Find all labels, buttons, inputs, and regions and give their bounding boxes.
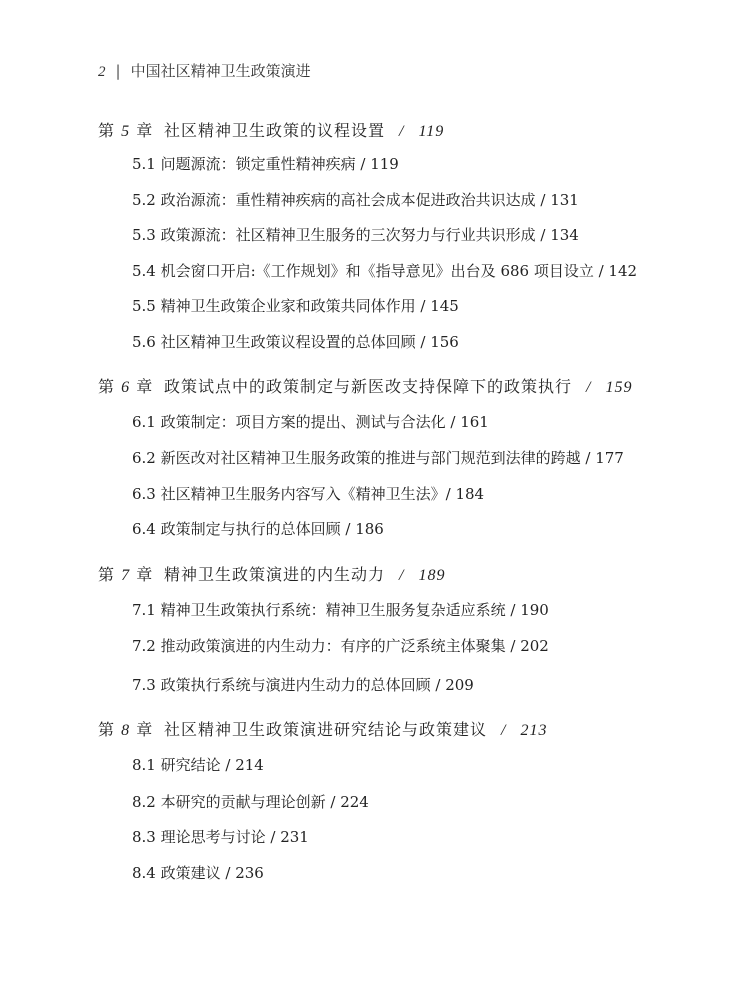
section-entry[interactable]: 7.1 精神卫生政策执行系统：精神卫生服务复杂适应系统 / 190	[132, 601, 549, 619]
section-entry[interactable]: 6.1 政策制定：项目方案的提出、测试与合法化 / 161	[132, 413, 489, 431]
chapter-page: 119	[418, 123, 445, 140]
section-entry[interactable]: 5.2 政治源流：重性精神疾病的高社会成本促进政治共识达成 / 131	[132, 191, 579, 209]
chapter-number: 第 8 章	[98, 720, 154, 739]
header-separator: |	[115, 62, 121, 80]
section-entry[interactable]: 8.4 政策建议 / 236	[132, 864, 264, 882]
chapter-title: 社区精神卫生政策演进研究结论与政策建议	[164, 720, 488, 739]
page-number: 2	[98, 64, 106, 80]
section-entry[interactable]: 5.3 政策源流：社区精神卫生服务的三次努力与行业共识形成 / 134	[132, 226, 579, 244]
chapter-number: 第 7 章	[98, 565, 154, 584]
chapter-page: 189	[418, 567, 446, 584]
chapter-title: 政策试点中的政策制定与新医改支持保障下的政策执行	[164, 377, 573, 396]
chapter-number: 第 5 章	[98, 121, 154, 140]
section-entry[interactable]: 8.2 本研究的贡献与理论创新 / 224	[132, 793, 369, 811]
running-header	[98, 60, 311, 81]
chapter-title: 精神卫生政策演进的内生动力	[164, 565, 386, 584]
section-entry[interactable]: 6.2 新医改对社区精神卫生服务政策的推进与部门规范到法律的跨越 / 177	[132, 449, 624, 467]
chapter-page: 159	[605, 379, 633, 396]
chapter-number: 第 6 章	[98, 377, 154, 396]
section-entry[interactable]: 6.3 社区精神卫生服务内容写入《精神卫生法》/ 184	[132, 485, 485, 503]
book-title: 中国社区精神卫生政策演进	[130, 62, 311, 80]
section-entry[interactable]: 5.5 精神卫生政策企业家和政策共同体作用 / 145	[132, 297, 459, 315]
chapter-heading[interactable]	[98, 374, 632, 397]
chapter-slash: /	[399, 123, 405, 140]
chapter-page: 213	[520, 722, 548, 739]
section-entry[interactable]: 5.1 问题源流：锁定重性精神疾病 / 119	[132, 155, 399, 173]
section-entry[interactable]: 5.6 社区精神卫生政策议程设置的总体回顾 / 156	[132, 333, 459, 351]
chapter-slash: /	[399, 567, 405, 584]
section-entry[interactable]: 6.4 政策制定与执行的总体回顾 / 186	[132, 520, 384, 538]
chapter-slash: /	[586, 379, 592, 396]
section-entry[interactable]: 8.1 研究结论 / 214	[132, 756, 264, 774]
chapter-heading[interactable]	[98, 717, 547, 740]
section-entry[interactable]: 7.2 推动政策演进的内生动力：有序的广泛系统主体聚集 / 202	[132, 637, 549, 655]
chapter-heading[interactable]	[98, 562, 445, 585]
section-entry[interactable]: 7.3 政策执行系统与演进内生动力的总体回顾 / 209	[132, 676, 474, 694]
section-entry[interactable]: 5.4 机会窗口开启:《工作规划》和《指导意见》出台及 686 项目设立 / 142	[132, 262, 638, 280]
chapter-slash: /	[501, 722, 507, 739]
chapter-heading[interactable]	[98, 118, 444, 141]
section-entry[interactable]: 8.3 理论思考与讨论 / 231	[132, 828, 309, 846]
chapter-title: 社区精神卫生政策的议程设置	[164, 121, 386, 140]
